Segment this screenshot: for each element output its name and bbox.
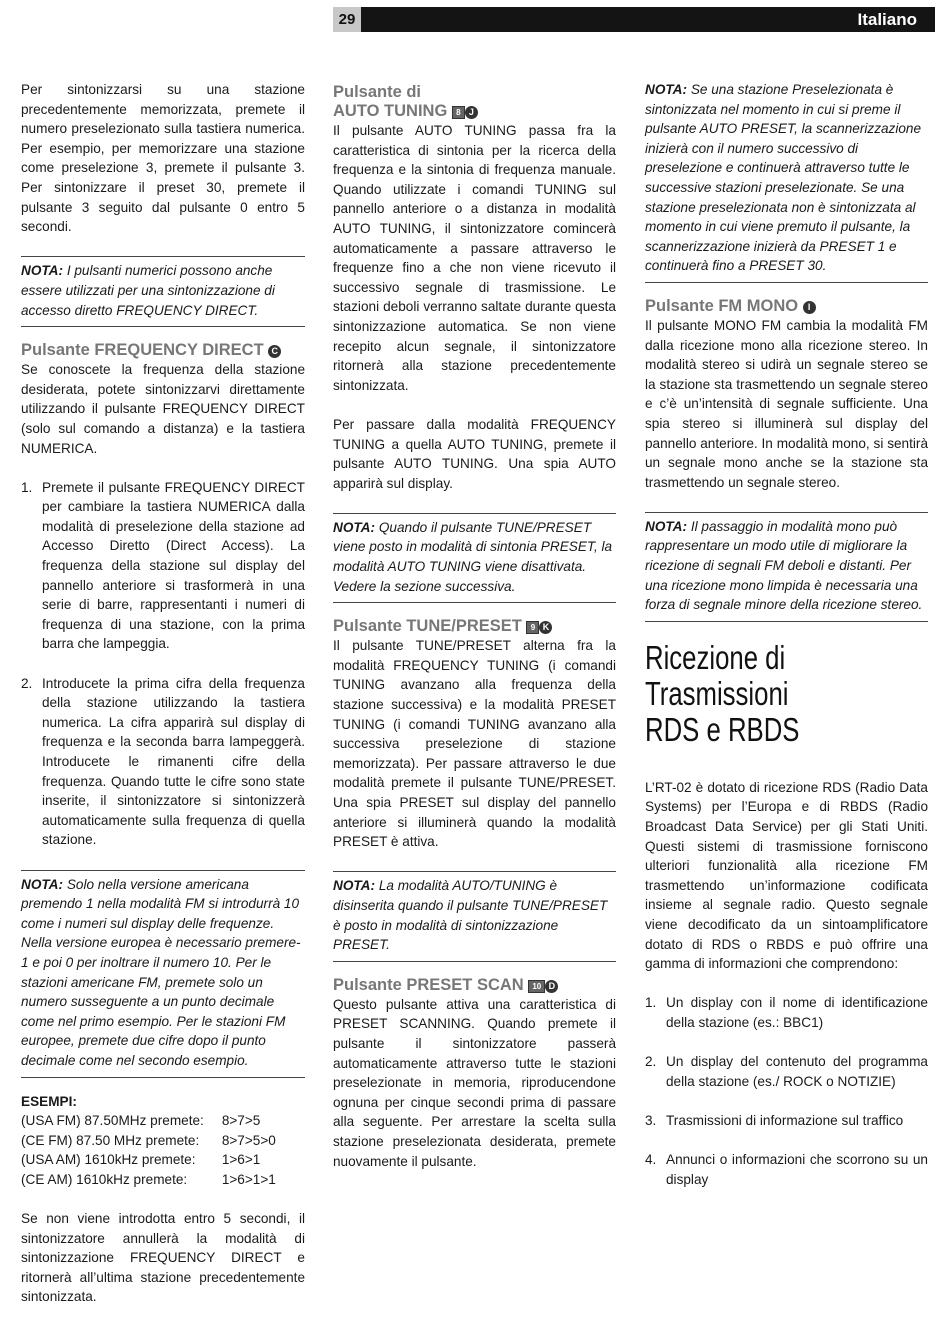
example-label: (USA AM) 1610kHz premete:	[21, 1152, 196, 1168]
preset-scan-paragraph: Questo pulsante attiva una caratteristica di PRESET SCANNING. Quando premete il pulsante il sintonizzatore passerà automaticamente attraverso tutte le stazioni preselezionate in memoria, riproducendone ognuna per cinque secondi prima di passare alla seguente. Per arrestare la scelta sulla stazione preselezionata desiderata, premete nuovamente il pulsante.	[333, 996, 616, 1169]
example-label: (USA FM) 87.50MHz premete:	[21, 1113, 204, 1129]
heading-text: Pulsante FM MONO	[645, 296, 799, 315]
callout-badge-icon: C	[268, 345, 281, 358]
examples-table	[21, 1111, 276, 1189]
table-row	[21, 1131, 276, 1151]
list-item	[645, 1150, 928, 1189]
examples-title: ESEMPI:	[21, 1093, 77, 1109]
heading-text: Pulsante TUNE/PRESET	[333, 617, 522, 636]
note-text: Se una stazione Preselezionata è sintonizzata nel momento in cui si preme il pulsante AUTO PRESET, la scannerizzazione inizierà con il numero successivo di preselezione e continuerà attraverso tutte le successive stazioni preselezionate. Se una stazione preselezionata non è sintonizzata al momento in cui viene premuto il pulsante, la scannerizzazione inizierà da PRESET 1 e continuerà fino a PRESET 30.	[645, 82, 922, 274]
section-heading-auto-tuning	[333, 83, 616, 121]
outro-paragraph: Se non viene introdotta entro 5 secondi, il sintonizzatore annullerà la modalità di sintonizzazione FREQUENCY DIRECT e ritornerà all’ultima stazione precedentemente sintonizzata.	[21, 1211, 305, 1305]
table-row	[21, 1111, 276, 1131]
callout-badge-icon: I	[803, 301, 816, 314]
language-label: Italiano	[857, 10, 917, 29]
note-numeric-buttons	[21, 256, 305, 327]
list-item	[21, 478, 305, 654]
example-label: (CE FM) 87.50 MHz premete:	[21, 1132, 200, 1148]
note-label: NOTA:	[333, 878, 376, 894]
page-number: 29	[333, 7, 361, 32]
rds-paragraph: L’RT-02 è dotato di ricezione RDS (Radio Data Systems) per l’Europa e di RBDS (Radio Broadcast Data Service) per gli Stati Uniti. Questi sistemi di trasmissione forniscono ulteriori funzionalità alla ricezione FM trasmettendo un’informazione codificata insieme al segnale radio. Questo segnale viene decodificato da un sintoamplificatore dotato di RDS o RBDS e può offrire una gamma di informazioni che comprendono:	[645, 779, 928, 972]
list-item	[645, 1052, 928, 1091]
list-item	[645, 993, 928, 1032]
frequency-direct-paragraph: Se conoscete la frequenza della stazione desiderata, potete sintonizzarvi direttamente utilizzando il pulsante FREQUENCY DIRECT (solo sul comando a distanza) e la tastiera NUMERICA.	[21, 362, 305, 456]
list-item	[21, 674, 305, 850]
title-line2: RDS e RBDS	[645, 710, 800, 748]
rds-features-list	[645, 993, 928, 1189]
note-auto-preset	[645, 76, 928, 283]
note-tune-preset	[333, 513, 616, 603]
section-heading-tune-preset	[333, 617, 616, 636]
item-number: 1.	[21, 479, 33, 495]
example-keys: 1>6>1>1	[221, 1171, 276, 1187]
page-header	[333, 7, 935, 32]
section-heading-preset-scan	[333, 976, 616, 995]
front-panel-callout-icon: 9	[526, 621, 539, 634]
column-3	[645, 82, 928, 1209]
note-label: NOTA:	[645, 518, 688, 534]
item-text: Trasmissioni di informazione sul traffico	[666, 1112, 904, 1128]
section-heading-frequency-direct	[21, 341, 305, 360]
callout-badge-icon: J	[465, 106, 478, 119]
note-label: NOTA:	[333, 519, 376, 535]
note-mono-mode	[645, 512, 928, 622]
note-label: NOTA:	[645, 82, 688, 97]
front-panel-callout-icon: 8	[452, 106, 465, 119]
item-number: 4.	[645, 1152, 657, 1168]
note-label: NOTA:	[21, 263, 64, 279]
example-keys: 8>7>5>0	[221, 1132, 276, 1148]
item-number: 1.	[645, 995, 657, 1011]
heading-text: Pulsante FREQUENCY DIRECT	[21, 341, 264, 360]
column-1	[21, 80, 305, 1327]
note-text: I pulsanti numerici possono anche essere utilizzati per una sintonizzazione di accesso diretto FREQUENCY DIRECT.	[21, 263, 275, 318]
title-line1: Ricezione di Trasmissioni	[645, 638, 789, 712]
note-text: Quando il pulsante TUNE/PRESET viene posto in modalità di sintonia PRESET, la modalità AUTO TUNING viene disattivata. Vedere la sezione successiva.	[333, 519, 613, 594]
callout-badge-icon: D	[545, 980, 558, 993]
heading-text-line2: AUTO TUNING	[333, 102, 448, 120]
front-panel-callout-icon: 10	[528, 980, 545, 993]
auto-tuning-paragraph-2: Per passare dalla modalità FREQUENCY TUNING a quella AUTO TUNING, premete il pulsante AUTO TUNING. Una spia AUTO apparirà sul display.	[333, 416, 616, 491]
section-heading-fm-mono	[645, 297, 928, 316]
item-number: 2.	[645, 1054, 657, 1070]
note-text: Il passaggio in modalità mono può rappresentare un modo utile di migliorare la ricezione di segnali FM deboli e distanti. Per una ricezione mono limpida è necessaria una forza di segnale minore della ricezione stereo.	[645, 518, 923, 613]
steps-list	[21, 478, 305, 850]
item-text: Premete il pulsante FREQUENCY DIRECT per cambiare la tastiera NUMERICA dalla modalità di preselezione della stazione ad Accesso Diretto (Direct Access). La frequenza della stazione sul display del pannello anteriore si trasformerà in una serie di barre, rappresentanti i numeri di frequenza di una stazione, con la prima barra che lampeggia.	[42, 479, 305, 652]
table-row	[21, 1150, 276, 1170]
example-keys: 1>6>1	[221, 1152, 261, 1168]
auto-tuning-paragraph-1: Il pulsante AUTO TUNING passa fra la caratteristica di sintonia per la ricerca della frequenza e la sintonia di frequenza manuale. Quando utilizzate i comandi TUNING sul pannello anteriore o a distanza in modalità AUTO TUNING, il sintonizzatore comincerà automaticamente a passare attraverso le frequenze fino a che non viene ricevuto il successivo segnale di trasmissione. Le stazioni deboli verranno saltate durante questa sintonizzazione automatica. Se non viene recepito alcun segnale, il sintonizzatore ritornerà alla stazione precedentemente sintonizzata.	[333, 123, 616, 393]
item-text: Introducete la prima cifra della frequenza della stazione utilizzando la tastiera numerica. La cifra apparirà sul display di frequenza e la seconda barra lampeggerà. Introducete le rimanenti cifre della frequenza. Quando tutte le cifre sono state inserite, il sintonizzatore si sintonizzerà automaticamente sulla frequenza di quella stazione.	[42, 675, 305, 848]
callout-badge-icon: K	[539, 621, 552, 634]
fm-mono-paragraph: Il pulsante MONO FM cambia la modalità FM dalla ricezione mono alla ricezione stereo. In modalità stereo si udirà un segnale stereo se la stazione sta trasmettendo un segnale stereo e c’è un’intensità di segnale sufficiente. Una spia stereo si illuminerà sul display del pannello anteriore. In modalità mono, si sentirà un segnale mono anche se la stazione sta trasmettendo un segnale stereo.	[645, 317, 928, 490]
example-label: (CE AM) 1610kHz premete:	[21, 1171, 188, 1187]
heading-text-line1: Pulsante di	[333, 83, 422, 101]
item-number: 2.	[21, 675, 33, 691]
tune-preset-paragraph: Il pulsante TUNE/PRESET alterna fra la modalità FREQUENCY TUNING (i comandi TUNING avanzano alla frequenza della stazione successiva) e la modalità PRESET TUNING (i comandi TUNING avanzano alla successiva preselezione di stazione memorizzata). Per passare attraverso le due modalità premete il pulsante TUNE/PRESET. Una spia PRESET sul display del pannello anteriore si illuminerà quando la modalità PRESET è attiva.	[333, 638, 616, 850]
item-text: Annunci o informazioni che scorrono su un display	[666, 1152, 928, 1187]
note-label: NOTA:	[21, 876, 64, 892]
note-auto-tuning-disabled	[333, 871, 616, 961]
column-2	[333, 83, 616, 1191]
item-text: Un display del contenuto del programma della stazione (es./ ROCK o NOTIZIE)	[666, 1054, 928, 1089]
list-item	[645, 1111, 928, 1131]
note-version-differences	[21, 870, 305, 1078]
example-keys: 8>7>5	[221, 1113, 261, 1129]
section-title-rds	[645, 640, 928, 748]
intro-paragraph: Per sintonizzarsi su una stazione precedentemente memorizzata, premete il numero preselezionato sulla tastiera numerica. Per esempio, per memorizzare una stazione come preselezione 3, premete il pulsante 3. Per sintonizzare il preset 30, premete il pulsante 3 seguito dal pulsante 0 entro 5 secondi.	[21, 82, 305, 235]
heading-text: Pulsante PRESET SCAN	[333, 975, 524, 994]
table-row	[21, 1170, 276, 1190]
item-text: Un display con il nome di identificazione della stazione (es.: BBC1)	[666, 995, 928, 1030]
note-text: Solo nella versione americana premendo 1 nella modalità FM si introdurrà 10 come i numeri sul display delle frequenze. Nella versione europea è necessario premere- 1 e poi 0 per inoltrare il numero 10. Per le stazioni americane FM, premete solo un numero susseguente a un punto decimale come nel primo esempio. Per le stazioni FM europee, premete due cifre dopo il punto decimale come nel secondo esempio.	[21, 876, 301, 1068]
item-number: 3.	[645, 1112, 657, 1128]
note-text: La modalità AUTO/TUNING è disinserita quando il pulsante TUNE/PRESET è posto in modalità di sintonizzazione PRESET.	[333, 878, 608, 953]
